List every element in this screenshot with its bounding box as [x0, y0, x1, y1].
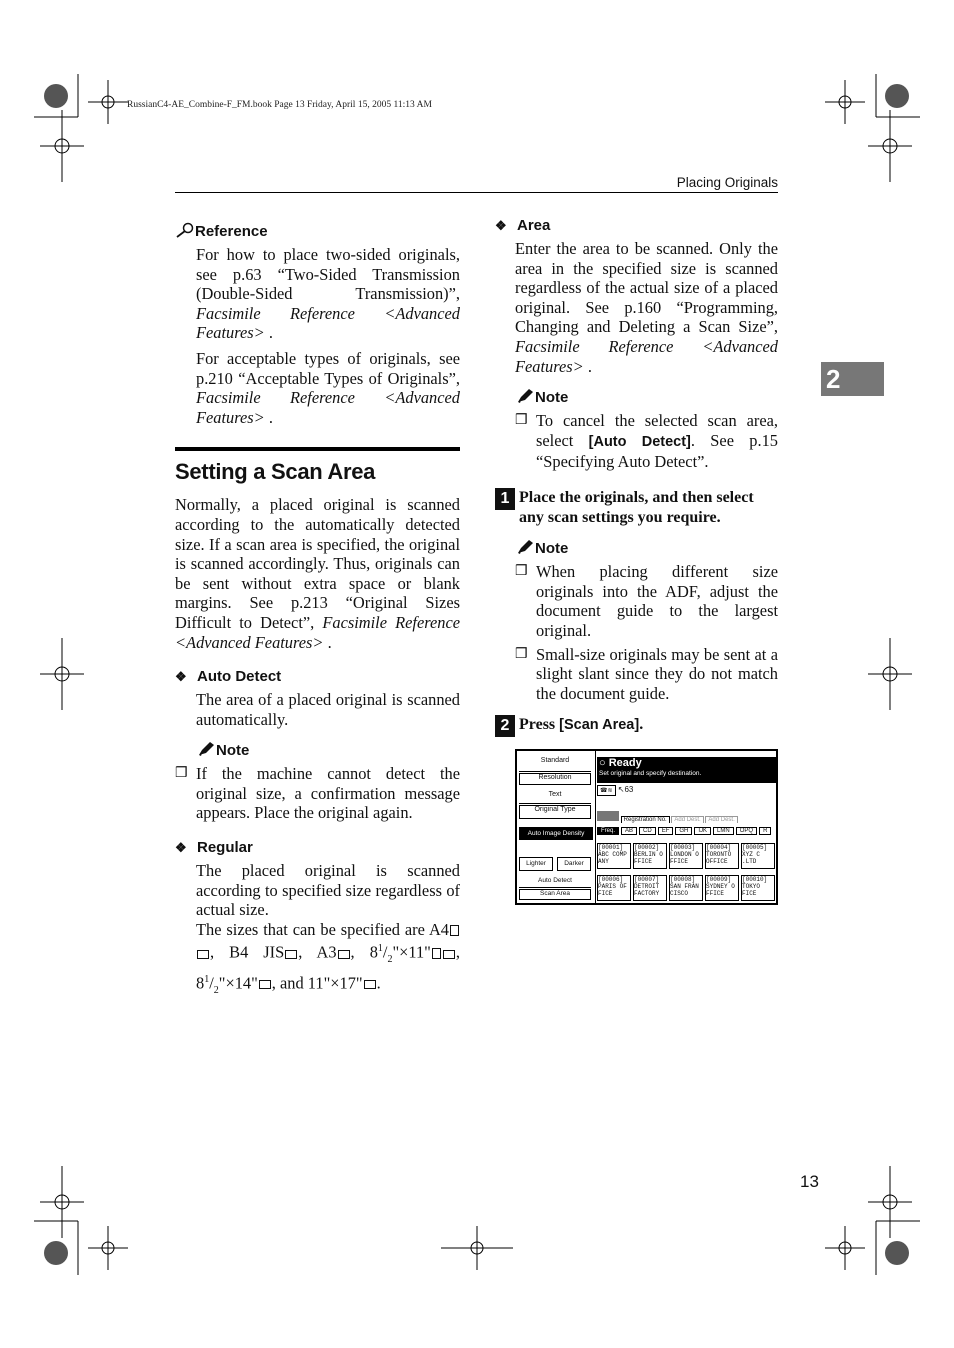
panel-button-text[interactable]: Text [519, 791, 591, 804]
diamond-bullet-icon: ❖ [175, 669, 187, 685]
auto-detect-note-heading: Note [196, 741, 460, 760]
panel-tab[interactable]: OPQ [736, 827, 757, 835]
panel-status: ○ Ready [599, 757, 642, 770]
portrait-paper-icon [432, 948, 441, 959]
destination-button[interactable] [669, 875, 703, 901]
panel-tab[interactable]: GH [675, 827, 692, 835]
chapter-tab: 2 [821, 362, 884, 396]
tab-registration[interactable]: Registration No. [621, 816, 670, 823]
destination-number: [00008] [670, 876, 696, 884]
file-info: RussianC4-AE_Combine-F_FM.book Page 13 Friday, April 15, 2005 11:13 AM [127, 100, 432, 110]
area-note-heading: Note [515, 388, 778, 407]
header-rule [175, 192, 778, 193]
destination-button[interactable] [705, 875, 739, 901]
destination-number: [00009] [706, 876, 732, 884]
panel-button-auto-image-density[interactable]: Auto Image Density [519, 827, 593, 840]
step-2: 2 Press [Scan Area]. [495, 715, 778, 737]
regular-heading: ❖ Regular [175, 839, 253, 857]
landscape-paper-icon [338, 950, 350, 959]
checkbox-icon: ❒ [515, 646, 528, 662]
landscape-paper-icon [364, 980, 376, 989]
destination-name: SAN FRAN CISCO [670, 883, 699, 898]
destination-name: ABC COMP ANY [598, 851, 627, 866]
regular-text: The placed original is scanned according to specified size regardless of actual size. [196, 861, 460, 920]
step-1-note-item: ❒ Small-size originals may be sent at a slight slant since they do not match the document guide. [515, 644, 778, 703]
panel-index-tabs [597, 827, 776, 839]
checkbox-icon: ❒ [175, 766, 188, 782]
phone-icon: ↖ [617, 785, 625, 795]
destination-number: [00006] [598, 876, 624, 884]
panel-tab[interactable]: AB [621, 827, 637, 835]
destination-button[interactable] [633, 843, 667, 869]
fax-icon[interactable]: ☎≋ [597, 785, 616, 796]
panel-destination-row [597, 875, 776, 903]
panel-tab[interactable]: R [759, 827, 771, 835]
section-intro: Normally, a placed original is scanned according to the automatically detected size. If a scan area is specified, the original is scanned accordingly. Thus, originals can be sent without extra space or blank margins. See p.213 “Original Sizes Difficult to Detect”, Facsimile Reference <Advanced Features> . [175, 495, 461, 652]
checkbox-icon: ❒ [515, 564, 528, 580]
diamond-bullet-icon: ❖ [495, 218, 507, 233]
dot-grid-icon [597, 811, 619, 821]
destination-button[interactable] [597, 843, 631, 869]
area-note-item: ❒ To cancel the selected scan area, select [Auto Detect]. See p.15 “Specifying Auto Detect”. [515, 411, 778, 472]
destination-name: TORONTO OFFICE [706, 851, 732, 866]
destination-button[interactable] [633, 875, 667, 901]
reference-label: Reference [195, 223, 268, 240]
pencil-icon [515, 539, 535, 555]
destination-number: [00004] [706, 844, 732, 852]
destination-name: PARIS OF FICE [598, 883, 627, 898]
panel-button-darker[interactable]: Darker [557, 857, 591, 871]
step-1-note-heading: Note [515, 539, 778, 558]
auto-detect-note-item: ❒ If the machine cannot detect the original size, a confirmation message appears. Place the original again. [175, 764, 460, 823]
panel-left-menu [517, 751, 596, 903]
tab-add-dest[interactable]: Add Dest. [705, 816, 737, 823]
tab-add-dest[interactable]: Add Dest. [671, 816, 703, 823]
panel-destination-row [597, 843, 776, 871]
left-column [175, 222, 460, 1000]
pencil-icon [515, 388, 535, 404]
destination-name: BERLIN O FFICE [634, 851, 663, 866]
destination-number: [00002] [634, 844, 660, 852]
panel-tab[interactable]: EF [658, 827, 674, 835]
step-number: 2 [495, 715, 515, 737]
auto-detect-heading: ❖ Auto Detect [175, 668, 282, 686]
checkbox-icon: ❒ [515, 413, 528, 429]
panel-dest-row: ☎≋ ↖63 [597, 785, 776, 801]
panel-button-lighter[interactable]: Lighter [519, 857, 553, 871]
destination-name: XYZ C .LTD [742, 851, 761, 866]
step-1 [495, 488, 778, 527]
portrait-paper-icon [450, 925, 459, 936]
diamond-bullet-icon: ❖ [175, 840, 187, 856]
panel-button-original-type[interactable]: Original Type [519, 805, 591, 819]
panel-button-auto-detect[interactable]: Auto Detect [519, 877, 591, 888]
area-text: Enter the area to be scanned. Only the area in the specified size is scanned regardless of the actual size of a placed original. See p.160 “Programming, Changing and Deleting a Scan Size”, Facsimile Reference <Advanced Features> . [515, 239, 778, 376]
destination-name: LONDON O FFICE [670, 851, 699, 866]
auto-detect-text: The area of a placed original is scanned automatically. [196, 690, 460, 729]
area-heading: ❖ Area [495, 217, 551, 234]
destination-button[interactable] [705, 843, 739, 869]
destination-name: TOKYO FICE [742, 883, 761, 898]
reference-paragraph-1: For how to place two-sided originals, see p.63 “Two-Sided Transmission (Double-Sided Transmission)”, Facsimile Reference <Advanced Features> . [196, 245, 460, 343]
panel-tab[interactable]: LMN [713, 827, 734, 835]
panel-tab[interactable]: IJK [694, 827, 711, 835]
panel-button-scan-area[interactable]: Scan Area [519, 889, 591, 900]
step-1-note-item: ❒ When placing different size originals into the ADF, adjust the document guide to the largest original. [515, 562, 778, 640]
panel-tabs-top [597, 811, 776, 823]
destination-name: DETROIT FACTORY [634, 883, 660, 898]
page-number: 13 [800, 1172, 819, 1191]
magnifier-icon [175, 222, 195, 238]
landscape-paper-icon [443, 950, 455, 959]
regular-sizes: The sizes that can be specified are A4, B4 JIS , A3 , $8^1/_2"\times 11$" , $8^1/_2"\times 14$" , and 11"×17" . [196, 919, 460, 996]
panel-status-bar [597, 757, 776, 783]
destination-number: [00001] [598, 844, 624, 852]
step-number: 1 [495, 488, 515, 510]
panel-button-resolution[interactable]: Resolution [519, 773, 591, 785]
destination-number: [00003] [670, 844, 696, 852]
reference-heading [175, 222, 460, 241]
right-column [495, 217, 778, 905]
panel-status-sub: Set original and specify destination. [599, 770, 702, 778]
destination-name: SYDNEY O FFICE [706, 883, 735, 898]
fax-control-panel [515, 749, 778, 905]
running-head: Placing Originals [676, 175, 778, 190]
section-title: Setting a Scan Area [175, 459, 376, 485]
destination-button[interactable] [741, 875, 775, 901]
destination-button[interactable] [741, 843, 775, 869]
destination-number: [00005] [742, 844, 768, 852]
landscape-paper-icon [285, 950, 297, 959]
landscape-paper-icon [197, 950, 209, 959]
step-text: Place the originals, and then select any scan settings you require. [519, 488, 754, 526]
destination-button[interactable] [669, 843, 703, 869]
destination-number: [00010] [742, 876, 768, 884]
pencil-icon [196, 741, 216, 757]
panel-tab[interactable]: Freq. [597, 827, 619, 835]
panel-button-standard[interactable]: Standard [519, 757, 591, 772]
panel-tab[interactable]: CD [639, 827, 656, 835]
destination-number: [00007] [634, 876, 660, 884]
section-rule [175, 447, 460, 451]
reference-paragraph-2: For acceptable types of originals, see p.210 “Acceptable Types of Originals”, Facsimile Reference <Advanced Features> . [196, 348, 460, 427]
landscape-paper-icon [259, 980, 271, 989]
destination-button[interactable] [597, 875, 631, 901]
